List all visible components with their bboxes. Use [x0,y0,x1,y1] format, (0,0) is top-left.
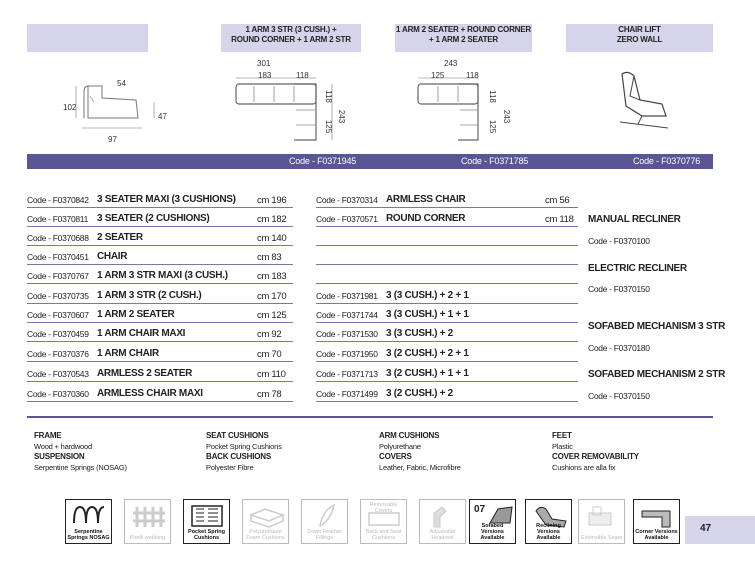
removable-covers-feature: Removable Covers Back and Seat Cushions [360,499,407,544]
serpentine-springs-feature: Serpentine Springs NOSAG [65,499,112,544]
dim2-side2: 125 [324,119,334,134]
code-bar-item-3: Code - F0370776 [633,156,701,166]
header-text-2: 1 ARM 3 STR (3 CUSH.) + ROUND CORNER + 1 ARM 2 STR [231,25,351,44]
list-item: Code - F0370607 1 ARM 2 SEATER cm 125 [27,307,293,323]
spec-removability-heading: COVER REMOVABILITY [552,452,639,461]
list-item: Code - F0371950 3 (2 CUSH.) + 2 + 1 [316,346,578,362]
dim-height: 102 [63,103,77,112]
list-item: Code - F0371981 3 (3 CUSH.) + 2 + 1 [316,288,578,304]
spec-removability-value: Cushions are alla fix [552,463,616,472]
pocket-spring-feature: Pocket Spring Cushions [183,499,230,544]
pirelli-webbing-feature: Pirelli webbing [124,499,171,544]
page-number: 47 [700,523,712,534]
serpentine-springs-icon [72,503,108,527]
header-text-3: 1 ARM 2 SEATER + ROUND CORNER + 1 ARM 2 SEATER [396,25,531,44]
corner-sofa-icon [640,503,676,529]
mechanism-code: Code - F0370180 [588,343,650,353]
chair-lift-diagram [612,66,672,136]
header-box-1 [27,24,148,52]
list-item [316,249,578,265]
corner-sofa-diagram-3 [410,70,510,150]
list-item: Code - F0370688 2 SEATER cm 140 [27,230,293,246]
dim2-top: 301 [257,59,271,68]
pocket-spring-icon [190,503,226,529]
extensible-seat-icon [585,503,621,529]
section-divider [27,416,713,418]
sofabed-feature: 07 Sofabed Versions Available [469,499,516,544]
mechanism-title: ELECTRIC RECLINER [588,263,687,274]
headrest-feature: Adjustable Headrest [419,499,466,544]
feather-feature: Down Feather Fillings [301,499,348,544]
list-item: Code - F0370543 ARMLESS 2 SEATER cm 110 [27,366,293,382]
code-bar-item-1: Code - F0371945 [289,156,357,166]
spec-suspension-value: Serpentine Springs (NOSAG) [34,463,127,472]
spec-arm-value: Polyurethane [379,442,421,451]
spec-back-value: Polyester Fibre [206,463,254,472]
spec-seat-value: Pocket Spring Cushions [206,442,282,451]
dim-lines-1 [72,80,162,140]
list-item: Code - F0371499 3 (2 CUSH.) + 2 [316,386,578,402]
spec-seat-heading: SEAT CUSHIONS [206,431,269,440]
dim3-a: 125 [431,71,445,80]
foam-cushion-icon [249,503,285,529]
mechanism-title: SOFABED MECHANISM 2 STR [588,369,726,380]
dim2-side1: 118 [323,90,333,103]
spec-suspension-heading: SUSPENSION [34,452,85,461]
list-item: Code - F0370767 1 ARM 3 STR MAXI (3 CUSH.) cm 183 [27,268,293,284]
list-item: Code - F0370451 CHAIR cm 83 [27,249,293,265]
list-item: Code - F0371713 3 (2 CUSH.) + 1 + 1 [316,366,578,382]
dim3-side2: 125 [488,119,498,134]
code-bar [27,154,713,169]
list-item: Code - F0370360 ARMLESS CHAIR MAXI cm 78 [27,386,293,402]
list-item: Code - F0371744 3 (3 CUSH.) + 1 + 1 [316,307,578,323]
page-number-tab [685,516,755,544]
code-bar-item-2: Code - F0371785 [461,156,529,166]
list-item [316,230,578,246]
list-item: Code - F0370571 ROUND CORNER cm 118 [316,211,578,227]
spec-covers-value: Leather, Fabric, Microfibre [379,463,461,472]
mechanism-code: Code - F0370100 [588,236,650,246]
list-item: Code - F0370842 3 SEATER MAXI (3 CUSHIONS) cm 196 [27,192,293,208]
corner-sofa-diagram-2 [232,70,352,150]
spec-arm-heading: ARM CUSHIONS [379,431,440,440]
spec-covers-heading: COVERS [379,452,412,461]
corner-sofa-feature: Corner Versions Available [633,499,680,544]
list-item [316,268,578,284]
mechanism-code: Code - F0370150 [588,391,650,401]
spec-feet-heading: FEET [552,431,572,440]
spec-feet-value: Plastic [552,442,573,451]
list-item: Code - F0370735 1 ARM 3 STR (2 CUSH.) cm 170 [27,288,293,304]
dim3-b: 118 [466,71,479,80]
spec-back-heading: BACK CUSHIONS [206,452,271,461]
mechanism-code: Code - F0370150 [588,284,650,294]
spec-frame-value: Wood + hardwood [34,442,92,451]
dim2-total: 243 [337,109,347,124]
headrest-icon [426,503,462,529]
header-text-4: CHAIR LIFT ZERO WALL [616,25,663,44]
list-item: Code - F0370314 ARMLESS CHAIR cm 56 [316,192,578,208]
dim-depth: 97 [108,135,117,144]
dim3-top: 243 [444,59,458,68]
mechanism-title: SOFABED MECHANISM 3 STR [588,321,726,332]
dim3-total: 243 [502,109,512,124]
mechanism-title: MANUAL RECLINER [588,214,681,225]
dim-depth-top: 54 [117,79,126,88]
list-item: Code - F0371530 3 (3 CUSH.) + 2 [316,326,578,342]
recliner-feature: Reclining Versions Available [525,499,572,544]
dim-seat-height: 47 [158,112,167,121]
dim3-side1: 118 [487,90,497,103]
list-item: Code - F0370459 1 ARM CHAIR MAXI cm 92 [27,326,293,342]
pirelli-webbing-icon [131,503,167,529]
feather-icon [308,503,344,529]
dim2-a: 183 [258,71,272,80]
list-item: Code - F0370811 3 SEATER (2 CUSHIONS) cm 182 [27,211,293,227]
foam-cushion-feature: Polyurethane Foam Cushions [242,499,289,544]
spec-frame-heading: FRAME [34,431,62,440]
dim2-b: 118 [296,71,309,80]
extensible-seat-feature: Extensible Seats [578,499,625,544]
list-item: Code - F0370376 1 ARM CHAIR cm 70 [27,346,293,362]
